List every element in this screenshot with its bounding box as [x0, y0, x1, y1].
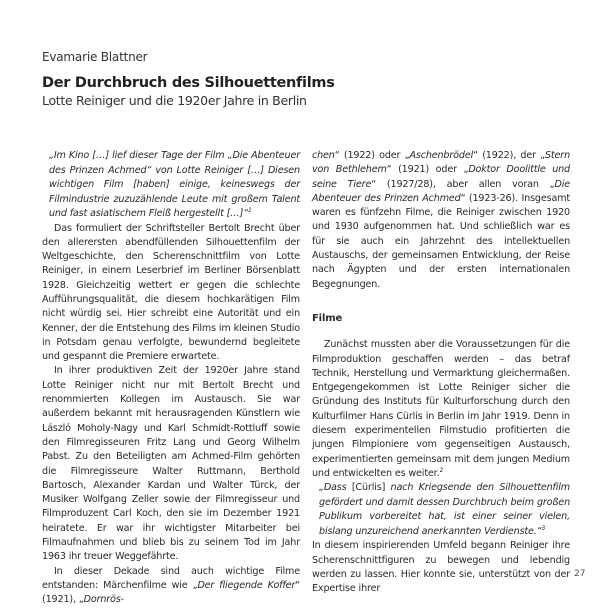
footnote-marker: 1 — [248, 207, 252, 214]
film-title: Stern von Bethlehem — [312, 150, 570, 176]
left-column — [42, 149, 300, 608]
section-heading: Filme — [312, 312, 343, 324]
text-span: „Dass — [319, 482, 352, 494]
text-span: [Cürlis] — [351, 482, 386, 494]
text-span: “ (1922), der „ — [473, 150, 545, 161]
text-span: nach Kriegsende den Silhouettenfilm gefördert und damit dessen Durchbruch beim großen Publikum vorbereitet hat, ist einer seiner vielen, bislang unzureichend anerkannten Verdienste.“ — [319, 482, 570, 537]
text-span: Zunächst mussten aber die Voraussetzungen für die Filmproduktion geschaffen werden – das betraf Technik, Herstellung und Vermarktung gleichermaßen. Entgegengekommen ist Lotte Reiniger sicher die Gründung des Instituts für Kulturforschung durch den Kulturfilmer Hans Cürlis in Berlin im Jahr 1919. Denn in diesem experimentellen Filmstudio profitierten die jungen Filmpioniere vom gegenseitigen Austausch, experimentierten gemeinsam mit dem jungen Medium und entwickelten es weiter. — [312, 339, 570, 479]
text-span: In dieser Dekade sind auch wichtige Filme entstanden: Märchenfilme wie „ — [42, 565, 300, 591]
text-span: “ (1922) oder „ — [334, 150, 410, 161]
film-title: Dornrös- — [83, 594, 124, 606]
film-title: Aschenbrödel — [409, 150, 474, 161]
article-title: Der Durchbruch des Silhouettenfilms — [42, 75, 335, 91]
film-title: Doktor Doolittle und seine Tiere — [312, 164, 571, 190]
footnote-marker: 2 — [439, 466, 444, 474]
body-paragraph: In ihrer produktiven Zeit der 1920er Jahre stand Lotte Reiniger nicht nur mit Bertolt Brecht und renommierten Kollegen im Austausch. Sie war außerdem bekannt mit herausragenden Künstlern wie László Moholy-Nagy und Karl Schmidt-Rottluff sowie den Filmregisseuren Fritz Lang und Georg Wilhelm Pabst. Zu den Beteiligten am Achmed-Film gehörten die Filmregisseure Walter Ruttmann, Berthold Bartosch, Alexander Kardan und Walter Türck, der Musiker Wolfgang Zeller sowie der Filmregisseur und Filmproduzent Carl Koch, den sie im Dezember 1921 heiratete. Er war ihr wichtigster Mitarbeiter bei Filmaufnahmen und blieb bis zu seinem Tod im Jahr 1963 ihr treuer Weggefährte. — [42, 365, 300, 563]
footnote-marker: 3 — [541, 524, 546, 532]
body-paragraph: Das formuliert der Schriftsteller Bertolt Brecht über den allerersten abendfüllenden Silhouettenfilm der Weltgeschichte, den Scherenschnittfilm von Lotte Reiniger, in einem Leserbrief im Berliner Börsenblatt 1928. Gleichzeitig wettert er gegen die schlechte Aufführungsqualität, die diesem hochkarätigen Film nicht würdig sei. Hier schreibt eine Autorität und ein Kenner, der die Entstehung des Films im kleinen Studio in Potsdam genau verfolgte, bewundernd begleitete und gespannt die Premiere erwartete. — [42, 222, 300, 363]
film-title: Die Abenteuer des Prinzen Achmed — [312, 178, 570, 204]
article-subtitle: Lotte Reiniger und die 1920er Jahre in Berlin — [42, 93, 307, 108]
film-title: chen — [312, 150, 335, 161]
body-paragraph — [312, 338, 570, 481]
author-name: Evamarie Blattner — [42, 50, 148, 64]
page-number: 27 — [574, 569, 586, 579]
film-title: Der fliegende Koffer — [197, 579, 296, 591]
body-paragraph — [42, 565, 300, 608]
quote-text: „Im Kino […] lief dieser Tage der Film „Die Abenteuer des Prinzen Achmed“ von Lotte Reiniger […] Diesen wichtigen Film [haben] einige, keineswegs der Filmindustrie zuzuzählende Leute mit großem Talent und fast asiatischem Fleiß hergestellt […]“ — [49, 150, 300, 219]
text-span: “ (1923-26). Insgesamt waren es fünfzehn Filme, die Reiniger zwischen 1920 und 1930 aufgenommen hat. Und schließlich war es für sie auch ein Jahrzehnt des intellektuellen Austauschs, der gemeinsamen Entwicklung, der Reise nach Ägypten und der ersten internationalen Begegnungen. — [312, 192, 571, 290]
text-span: “ (1921), „ — [42, 579, 300, 606]
opening-quote — [42, 149, 300, 222]
body-paragraph: In diesem inspirierenden Umfeld begann Reiniger ihre Scherenschnittfiguren zu bewegen und lebendig werden zu lassen. Hier konnte sie, unterstützt von der Expertise ihrer — [312, 540, 570, 595]
text-span: “ (1921) oder „ — [386, 164, 469, 176]
block-quote — [312, 481, 570, 539]
right-column — [312, 149, 570, 596]
text-span: “ (1927/28), aber allen voran „ — [371, 178, 555, 190]
body-paragraph — [312, 149, 570, 292]
